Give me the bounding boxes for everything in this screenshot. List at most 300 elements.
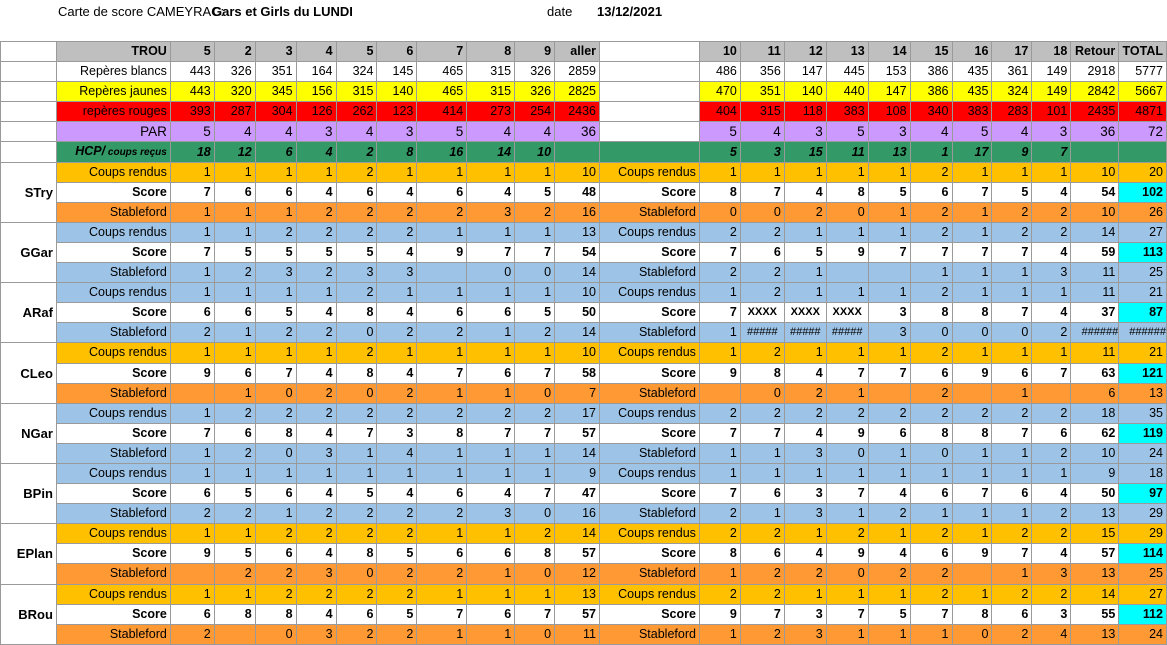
stable-value: #####: [784, 323, 826, 343]
score-value: 4: [784, 423, 826, 443]
gap-cell: [600, 122, 700, 142]
player-coups-row: [1, 524, 1167, 544]
score-value: 7: [740, 182, 784, 202]
coups-value: 1: [255, 343, 296, 363]
score-value: 8: [910, 423, 952, 443]
coups-value: 1: [784, 162, 826, 182]
hole-number: 14: [868, 42, 910, 62]
par-value: 3: [296, 122, 336, 142]
tee-distance: 147: [784, 62, 826, 82]
stable-value: [170, 383, 214, 403]
tee-distance: 147: [868, 82, 910, 102]
tee-distance: 351: [740, 82, 784, 102]
stable-value: 0: [336, 383, 377, 403]
stable-label: Stableford: [56, 443, 170, 463]
coups-aller: 13: [555, 222, 600, 242]
tee-distance: 340: [910, 102, 952, 122]
tee-distance: 324: [992, 82, 1032, 102]
tee-white-row: [1, 62, 1167, 82]
stable-value: 0: [515, 564, 555, 584]
tee-distance: 465: [417, 82, 467, 102]
stable-value: 1: [515, 443, 555, 463]
score-value: 5: [377, 604, 417, 624]
score-value: 7: [699, 303, 740, 323]
score-total: 114: [1119, 544, 1167, 564]
coups-label: Coups rendus: [56, 524, 170, 544]
coups-value: 2: [1032, 524, 1071, 544]
score-value: 6: [336, 182, 377, 202]
coups-value: 1: [417, 524, 467, 544]
retour-label: Retour: [1071, 42, 1119, 62]
coups-value: 1: [699, 162, 740, 182]
score-value: 5: [868, 604, 910, 624]
coups-value: 1: [826, 343, 868, 363]
coups-value: 1: [377, 343, 417, 363]
coups-retour: 15: [1071, 524, 1119, 544]
coups-value: 2: [214, 403, 255, 423]
score-value: 7: [740, 423, 784, 443]
stable-value: 1: [952, 504, 992, 524]
stable-value: 1: [467, 564, 515, 584]
tee-distance: 445: [826, 62, 868, 82]
coups-value: 1: [868, 162, 910, 182]
hcp-value: 5: [699, 142, 740, 162]
coups-value: 2: [740, 343, 784, 363]
blank-cell: [1, 142, 57, 162]
coups-value: 1: [784, 463, 826, 483]
stable-value: 0: [740, 202, 784, 222]
hole-number: 7: [417, 42, 467, 62]
coups-value: 2: [417, 403, 467, 423]
stable-total: 24: [1119, 624, 1167, 644]
score-value: 6: [255, 544, 296, 564]
score-value: 8: [255, 423, 296, 443]
tee-retour: 2918: [1071, 62, 1119, 82]
coups-value: 2: [784, 403, 826, 423]
hcp-value: 4: [296, 142, 336, 162]
player-score-row: [1, 423, 1167, 443]
player-coups-row: [1, 584, 1167, 604]
player-stable-row: [1, 202, 1167, 222]
stable-label: Stableford: [56, 202, 170, 222]
score-value: 6: [740, 544, 784, 564]
tee-distance: 361: [992, 62, 1032, 82]
par-retour: 36: [1071, 122, 1119, 142]
stable-value: 1: [214, 202, 255, 222]
stable-value: 0: [336, 323, 377, 343]
score-retour: 55: [1071, 604, 1119, 624]
coups-retour: 10: [1071, 162, 1119, 182]
score-value: 6: [417, 484, 467, 504]
hcp-value: 12: [214, 142, 255, 162]
coups-value: 1: [952, 463, 992, 483]
score-value: 5: [214, 544, 255, 564]
hole-number: 5: [170, 42, 214, 62]
coups-aller: 9: [555, 463, 600, 483]
coups-retour: 14: [1071, 222, 1119, 242]
coups-value: 2: [740, 403, 784, 423]
stable-value: 1: [699, 443, 740, 463]
coups-value: 1: [170, 222, 214, 242]
coups-value: 2: [336, 584, 377, 604]
coups-value: 1: [214, 343, 255, 363]
hcp-value: 2: [336, 142, 377, 162]
stable-label: Stableford: [56, 624, 170, 644]
stable-value: 2: [515, 202, 555, 222]
stable-label-back: Stableford: [600, 323, 700, 343]
player-coups-row: [1, 343, 1167, 363]
coups-label: Coups rendus: [56, 403, 170, 423]
score-value: 7: [170, 242, 214, 262]
coups-label: Coups rendus: [56, 463, 170, 483]
stable-value: 1: [467, 443, 515, 463]
coups-value: 1: [214, 463, 255, 483]
coups-aller: 10: [555, 343, 600, 363]
blank-cell: [1, 42, 57, 62]
stable-value: 2: [377, 624, 417, 644]
score-value: 8: [952, 423, 992, 443]
tee-label: Repères jaunes: [56, 82, 170, 102]
stable-value: 3: [1032, 263, 1071, 283]
stable-value: [952, 564, 992, 584]
coups-aller: 13: [555, 584, 600, 604]
score-total: 97: [1119, 484, 1167, 504]
stable-value: 0: [740, 383, 784, 403]
par-value: 5: [699, 122, 740, 142]
stable-value: 1: [255, 202, 296, 222]
player-stable-row: [1, 624, 1167, 644]
stable-value: 2: [170, 504, 214, 524]
player-coups-row: [1, 162, 1167, 182]
score-value: 6: [170, 484, 214, 504]
score-value: 7: [467, 242, 515, 262]
score-value: 5: [255, 303, 296, 323]
score-value: 4: [296, 303, 336, 323]
tee-distance: 156: [296, 82, 336, 102]
stable-value: [826, 263, 868, 283]
stable-value: 2: [377, 323, 417, 343]
score-value: 5: [214, 242, 255, 262]
hcp-value: 18: [170, 142, 214, 162]
coups-value: 2: [826, 403, 868, 423]
hcp-value: 10: [515, 142, 555, 162]
score-aller: 57: [555, 423, 600, 443]
stable-value: 2: [1032, 202, 1071, 222]
coups-value: 1: [170, 343, 214, 363]
title-group-name: Gars et Girls du LUNDI: [212, 4, 353, 19]
coups-value: 2: [377, 222, 417, 242]
coups-value: 1: [255, 463, 296, 483]
stable-value: 3: [467, 202, 515, 222]
tee-distance: 326: [515, 62, 555, 82]
par-value: 4: [515, 122, 555, 142]
stable-value: 2: [296, 263, 336, 283]
player-coups-row: [1, 283, 1167, 303]
stable-value: 2: [910, 564, 952, 584]
stable-value: 2: [296, 383, 336, 403]
score-value: 5: [992, 182, 1032, 202]
stable-value: 0: [826, 564, 868, 584]
score-value: 5: [336, 242, 377, 262]
hole-number: 15: [910, 42, 952, 62]
stable-value: 0: [515, 624, 555, 644]
score-value: 8: [336, 544, 377, 564]
score-value: 6: [214, 303, 255, 323]
stable-value: [952, 383, 992, 403]
stable-value: 1: [467, 624, 515, 644]
tee-distance: 145: [377, 62, 417, 82]
coups-total: 21: [1119, 283, 1167, 303]
stable-value: 2: [699, 263, 740, 283]
score-label-back: Score: [600, 363, 700, 383]
hole-number: 16: [952, 42, 992, 62]
stable-value: [170, 564, 214, 584]
coups-value: 2: [992, 524, 1032, 544]
score-label-back: Score: [600, 484, 700, 504]
coups-value: 2: [467, 403, 515, 423]
tee-distance: 315: [467, 62, 515, 82]
stable-total: ######: [1119, 323, 1167, 343]
coups-aller: 14: [555, 524, 600, 544]
coups-retour: 11: [1071, 283, 1119, 303]
stable-aller: 11: [555, 624, 600, 644]
stable-retour: 13: [1071, 504, 1119, 524]
score-value: 6: [992, 363, 1032, 383]
stable-value: 3: [784, 504, 826, 524]
hole-number: 12: [784, 42, 826, 62]
coups-value: 2: [255, 222, 296, 242]
tee-distance: 486: [699, 62, 740, 82]
par-value: 4: [255, 122, 296, 142]
stable-value: 1: [336, 443, 377, 463]
coups-value: 1: [515, 222, 555, 242]
coups-retour: 14: [1071, 584, 1119, 604]
score-total: 102: [1119, 182, 1167, 202]
coups-value: 1: [377, 463, 417, 483]
coups-value: 2: [910, 222, 952, 242]
coups-value: 2: [255, 584, 296, 604]
coups-value: 2: [377, 524, 417, 544]
score-value: 4: [296, 423, 336, 443]
tee-distance: 108: [868, 102, 910, 122]
stable-value: 2: [296, 323, 336, 343]
gap-cell: [600, 62, 700, 82]
player-name: GGar: [1, 222, 57, 282]
stable-value: 1: [952, 263, 992, 283]
stable-value: 1: [952, 443, 992, 463]
score-value: 7: [170, 182, 214, 202]
coups-value: 1: [467, 463, 515, 483]
player-stable-row: [1, 383, 1167, 403]
par-total: 72: [1119, 122, 1167, 142]
stable-value: 0: [255, 624, 296, 644]
coups-value: 2: [740, 222, 784, 242]
coups-value: 2: [992, 222, 1032, 242]
player-stable-row: [1, 504, 1167, 524]
stable-value: 2: [868, 564, 910, 584]
stable-value: 2: [515, 323, 555, 343]
score-label: Score: [56, 544, 170, 564]
coups-value: 1: [417, 222, 467, 242]
player-name: BRou: [1, 584, 57, 644]
hcp-value: 11: [826, 142, 868, 162]
stable-total: 29: [1119, 504, 1167, 524]
stable-total: 13: [1119, 383, 1167, 403]
tee-distance: 351: [255, 62, 296, 82]
coups-value: 2: [296, 222, 336, 242]
gap-cell: [600, 102, 700, 122]
coups-value: 1: [336, 463, 377, 483]
coups-value: 1: [467, 584, 515, 604]
coups-value: 1: [214, 162, 255, 182]
hcp-label: [56, 142, 170, 162]
score-label-back: Score: [600, 242, 700, 262]
tee-distance: 465: [417, 62, 467, 82]
hcp-value: 7: [1032, 142, 1071, 162]
score-value: 9: [699, 604, 740, 624]
hcp-total-empty: [1119, 142, 1167, 162]
coups-value: 1: [296, 283, 336, 303]
tee-distance: 140: [784, 82, 826, 102]
score-value: 6: [417, 182, 467, 202]
coups-value: 1: [868, 524, 910, 544]
hole-number: 4: [296, 42, 336, 62]
score-value: 6: [910, 484, 952, 504]
score-value: 7: [417, 604, 467, 624]
stable-value: 1: [699, 564, 740, 584]
coups-value: 2: [377, 584, 417, 604]
par-value: 3: [784, 122, 826, 142]
score-value: 3: [868, 303, 910, 323]
score-value: 7: [515, 604, 555, 624]
hcp-value: 9: [992, 142, 1032, 162]
coups-value: 1: [784, 584, 826, 604]
coups-value: 2: [826, 524, 868, 544]
par-value: 4: [740, 122, 784, 142]
score-aller: 57: [555, 604, 600, 624]
score-value: 8: [699, 182, 740, 202]
stable-value: 1: [992, 263, 1032, 283]
score-value: 4: [296, 604, 336, 624]
coups-label: Coups rendus: [56, 222, 170, 242]
score-value: 7: [826, 604, 868, 624]
score-value: 9: [826, 242, 868, 262]
score-value: 8: [214, 604, 255, 624]
score-value: 4: [1032, 182, 1071, 202]
coups-value: 1: [467, 343, 515, 363]
coups-value: 1: [515, 162, 555, 182]
stable-value: 0: [255, 383, 296, 403]
score-value: 4: [1032, 242, 1071, 262]
coups-value: 1: [992, 343, 1032, 363]
score-value: 9: [952, 544, 992, 564]
score-value: 6: [868, 423, 910, 443]
coups-value: 2: [515, 524, 555, 544]
hcp-row: [1, 142, 1167, 162]
tee-distance: 356: [740, 62, 784, 82]
stable-value: #####: [826, 323, 868, 343]
stable-value: 1: [868, 443, 910, 463]
coups-value: 2: [515, 403, 555, 423]
score-aller: 50: [555, 303, 600, 323]
stable-aller: 14: [555, 323, 600, 343]
stable-label: Stableford: [56, 323, 170, 343]
coups-value: 2: [910, 162, 952, 182]
coups-value: 2: [296, 403, 336, 423]
tee-distance: 123: [377, 102, 417, 122]
score-value: 8: [740, 363, 784, 383]
tee-distance: 273: [467, 102, 515, 122]
stable-total: 24: [1119, 443, 1167, 463]
stable-value: 1: [952, 202, 992, 222]
stable-value: 0: [255, 443, 296, 463]
coups-value: 2: [255, 403, 296, 423]
coups-value: 1: [377, 283, 417, 303]
stable-total: 26: [1119, 202, 1167, 222]
stable-value: 3: [377, 263, 417, 283]
score-value: 4: [868, 544, 910, 564]
hole-number: 11: [740, 42, 784, 62]
stable-retour: 13: [1071, 564, 1119, 584]
hole-number: 13: [826, 42, 868, 62]
score-value: 7: [699, 484, 740, 504]
stable-value: 2: [417, 202, 467, 222]
tee-distance: 149: [1032, 82, 1071, 102]
score-value: 4: [296, 363, 336, 383]
stable-value: 1: [826, 624, 868, 644]
tee-distance: 287: [214, 102, 255, 122]
score-value: 9: [826, 423, 868, 443]
stable-label: Stableford: [56, 263, 170, 283]
player-score-row: [1, 604, 1167, 624]
coups-value: 2: [336, 524, 377, 544]
score-retour: 37: [1071, 303, 1119, 323]
score-label: Score: [56, 423, 170, 443]
score-value: 7: [170, 423, 214, 443]
player-score-row: [1, 242, 1167, 262]
coups-aller: 10: [555, 162, 600, 182]
score-value: 7: [699, 242, 740, 262]
stable-value: 2: [784, 202, 826, 222]
score-value: 8: [826, 182, 868, 202]
coups-total: 27: [1119, 584, 1167, 604]
date-value: 13/12/2021: [597, 4, 663, 19]
stable-value: 1: [910, 504, 952, 524]
player-name: EPlan: [1, 524, 57, 584]
coups-label: Coups rendus: [56, 343, 170, 363]
score-value: 6: [417, 303, 467, 323]
stable-value: 1: [417, 624, 467, 644]
coups-value: 1: [952, 222, 992, 242]
tee-distance: 440: [826, 82, 868, 102]
coups-value: 1: [826, 222, 868, 242]
par-value: 3: [1032, 122, 1071, 142]
score-value: 6: [467, 604, 515, 624]
stable-value: 2: [417, 504, 467, 524]
tee-distance: 262: [336, 102, 377, 122]
stable-value: 3: [296, 624, 336, 644]
coups-value: 1: [515, 283, 555, 303]
stable-value: 0: [515, 383, 555, 403]
blank-cell: [1, 82, 57, 102]
hcp-value: 17: [952, 142, 992, 162]
coups-aller: 17: [555, 403, 600, 423]
score-label-back: Score: [600, 303, 700, 323]
score-value: 5: [515, 303, 555, 323]
stable-value: 1: [170, 202, 214, 222]
coups-value: 1: [992, 463, 1032, 483]
stable-value: 2: [910, 383, 952, 403]
